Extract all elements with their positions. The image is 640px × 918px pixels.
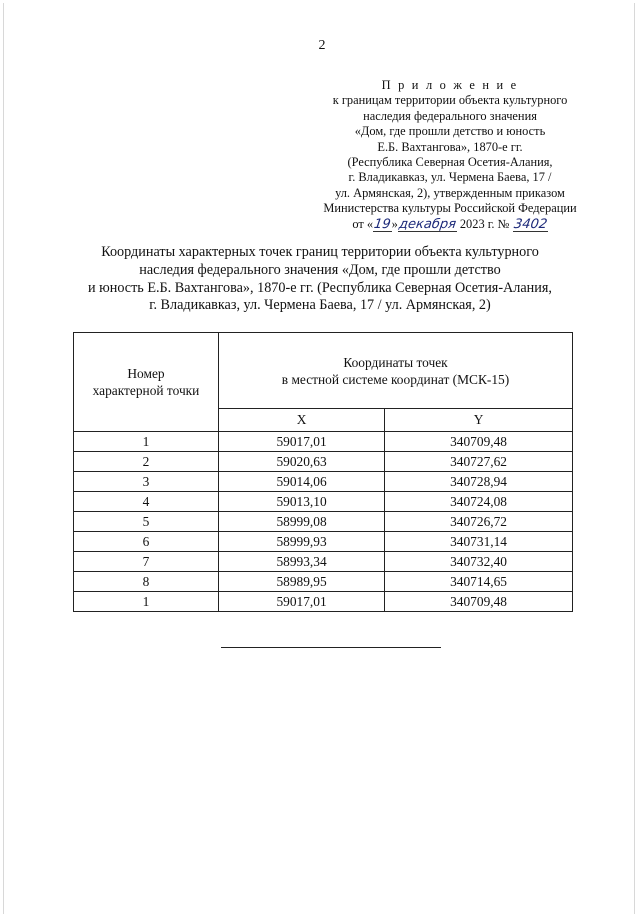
y-coordinate-cell: 340732,40 [385, 552, 573, 572]
table-row [74, 452, 573, 472]
coordinates-header-line2: в местной системе координат (МСК-15) [281, 371, 510, 387]
table-row [74, 432, 573, 452]
y-coordinate-cell: 340709,48 [385, 592, 573, 612]
x-coordinate-cell: 59020,63 [219, 452, 385, 472]
title-line: Координаты характерных точек границ территории объекта культурного [101, 244, 539, 260]
order-number-handwritten: 3402 [512, 216, 548, 232]
appendix-line: Министерства культуры Российской Федерации [323, 201, 577, 216]
order-month-handwritten: декабря [397, 216, 457, 232]
title-line: и юность Е.Б. Вахтангова», 1870-е гг. (Республика Северная Осетия-Алания, [88, 279, 552, 296]
point-number-cell: 1 [74, 432, 219, 452]
point-number-cell: 3 [74, 472, 219, 492]
y-coordinate-cell: 340728,94 [385, 472, 573, 492]
order-year: 2023 г. № [456, 216, 513, 231]
order-number-field [513, 218, 548, 232]
title-line: наследия федерального значения «Дом, где прошли детство [139, 261, 501, 278]
table-row [74, 532, 573, 552]
x-coordinate-cell: 59013,10 [219, 492, 385, 512]
point-number-cell: 2 [74, 452, 219, 472]
point-number-header [74, 333, 219, 432]
appendix-line: г. Владикавказ, ул. Чермена Баева, 17 / [348, 170, 552, 185]
point-number-cell: 7 [74, 552, 219, 572]
footer-rule [221, 647, 441, 648]
table-row [74, 552, 573, 572]
appendix-block [300, 78, 600, 232]
appendix-line: ул. Армянская, 2), утвержденным приказом [335, 185, 565, 200]
x-header: X [219, 409, 385, 432]
page-number: 2 [318, 38, 326, 53]
point-number-cell: 8 [74, 572, 219, 592]
table-row [74, 492, 573, 512]
appendix-line: Е.Б. Вахтангова», 1870-е гг. [377, 139, 523, 154]
x-coordinate-cell: 59017,01 [219, 432, 385, 452]
order-day-field [373, 218, 392, 232]
order-day-handwritten: 19 [373, 216, 392, 232]
table-row [74, 472, 573, 492]
y-coordinate-cell: 340709,48 [385, 432, 573, 452]
table-row [74, 512, 573, 532]
table-row [74, 592, 573, 612]
x-coordinate-cell: 59017,01 [219, 592, 385, 612]
point-number-cell: 6 [74, 532, 219, 552]
point-number-cell: 1 [74, 592, 219, 612]
x-coordinate-cell: 59014,06 [219, 472, 385, 492]
x-coordinate-cell: 58989,95 [219, 572, 385, 592]
y-coordinate-cell: 340731,14 [385, 532, 573, 552]
coordinates-header [219, 333, 573, 409]
document-title [60, 244, 580, 315]
point-number-cell: 4 [74, 492, 219, 512]
y-coordinate-cell: 340726,72 [385, 512, 573, 532]
appendix-line: (Республика Северная Осетия-Алания, [347, 155, 553, 170]
y-header: Y [385, 409, 573, 432]
x-coordinate-cell: 58999,93 [219, 532, 385, 552]
order-month-field [398, 218, 457, 232]
x-coordinate-cell: 58999,08 [219, 512, 385, 532]
appendix-line: наследия федерального значения [363, 108, 537, 123]
y-coordinate-cell: 340714,65 [385, 572, 573, 592]
title-line: г. Владикавказ, ул. Чермена Баева, 17 / ул. Армянская, 2) [149, 297, 491, 314]
coordinates-table-body [74, 432, 573, 612]
y-coordinate-cell: 340727,62 [385, 452, 573, 472]
table-row [74, 572, 573, 592]
coordinates-header-line1: Координаты точек [343, 354, 448, 370]
appendix-line: «Дом, где прошли детство и юность [354, 124, 546, 139]
point-number-header-line1: Номер [127, 366, 165, 381]
point-number-header-line2: характерной точки [92, 383, 200, 398]
appendix-line: к границам территории объекта культурного [332, 93, 568, 108]
order-mid: » [391, 216, 398, 231]
x-coordinate-cell: 58993,34 [219, 552, 385, 572]
y-coordinate-cell: 340724,08 [385, 492, 573, 512]
order-prefix: от « [352, 216, 374, 231]
point-number-cell: 5 [74, 512, 219, 532]
order-date-line [300, 217, 600, 232]
appendix-heading: П р и л о ж е н и е [381, 78, 519, 92]
coordinates-table [73, 332, 573, 612]
